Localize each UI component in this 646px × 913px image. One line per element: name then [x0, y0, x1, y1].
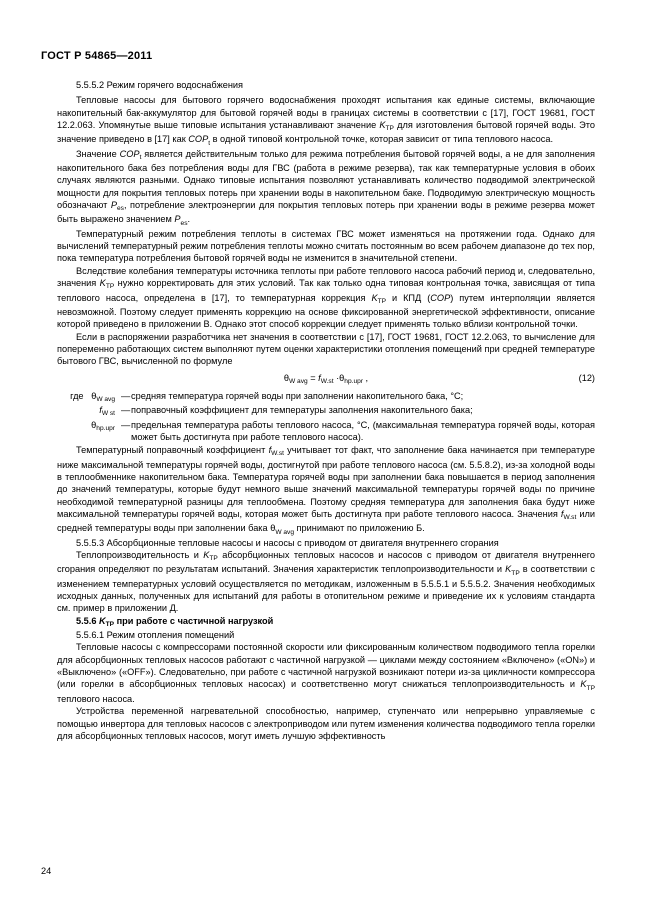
- definition-dash: —: [121, 419, 131, 430]
- section-heading-5-5-6: 5.5.6 $K_{ТР}$ при работе с частичной нагрузкой: [76, 615, 274, 628]
- definition-term-3: $\theta_{hp.upr}$: [91, 419, 115, 432]
- paragraph-2: Значение $COP_t$ является действительным только для режима потребления бытовой горячей воды, а не для заполнения накопительного бака без потребления воды для ГВС (работа в режиме резерва), так как температурные условия в обоих случаях являются разными. Однако типовые испытания позволяют устанавливать количество подводимой электрической мощности для покрытия тепловых потерь при хранении воды в накопительном баке. Подводимую электрическую мощность обозначают $P_{es}$, потребление электроэнергии для покрытия тепловых потерь при хранении воды в режиме резерва может быть выражено значением $P_{es}$.: [57, 148, 596, 227]
- paragraph-8: Тепловые насосы с компрессорами постоянной скорости или фиксированным количеством подводимого тепла горелки для абсорбционных тепловых насосов работают с частичной нагрузкой — циклами между состоянием «Включено» («ON») и «Выключено» («OFF»). Следовательно, при работе с частичной нагрузкой возникают потери из-за цикличности компрессора (или горелки в абсорбционных тепловых насосах) и соответственно могут снижаться теплопроизводительность и $K_{ТР}$ теплового насоса.: [57, 642, 595, 704]
- section-heading-5-5-5-2: 5.5.5.2 Режим горячего водоснабжения: [76, 80, 244, 90]
- paragraph-9: Устройства переменной нагревательной способностью, например, ступенчато или непрерывно управляемые с помощью инвертора для тепловых насосов с электроприводом или путем изменения количества подводимого тепла горелки для абсорбционных тепловых насосов, могут иметь лучшую эффективность: [57, 706, 595, 741]
- definition-row-3: [57, 419, 595, 444]
- paragraph-1: Тепловые насосы для бытового горячего водоснабжения проходят испытания как единые системы, включающие накопительный бак-аккумулятор для бытовой горячей воды в границах системы в соответствии с [17], ГОСТ 19681, ГОСТ 12.2.063. Упомянутые выше типовые испытания устанавливают значение $K_{ТР}$ для изготовления бытовой горячей воды. Это значение приведено в [17] как $COP_t$ в одной типовой контрольной точке, которая зависит от типа теплового насоса.: [57, 95, 595, 147]
- definition-list: [57, 390, 595, 443]
- definition-row-2: [57, 404, 595, 418]
- definition-desc-1: средняя температура горячей воды при заполнении накопительного бака, °С;: [131, 390, 464, 401]
- definition-dash: —: [121, 390, 131, 401]
- section-heading-5-5-5-3: 5.5.5.3 Абсорбционные тепловые насосы и насосы с приводом от двигателя внутреннего сгорания: [76, 537, 499, 548]
- where-label: где $\theta_{W avg}$: [70, 390, 115, 404]
- definition-desc-3: предельная температура работы теплового насоса, °С, (максимальная температура горячей воды, которая может быть достигнута при работе теплового насоса).: [131, 419, 595, 442]
- paragraph-5: Если в распоряжении разработчика нет значения в соответствии с [17], ГОСТ 19681, ГОСТ 12.2.063, то вычисление для попеременно работающих систем выполняют путем оценки характеристики отопления помещений при средней температуре бытового ГВС, вычисленной по формуле: [57, 331, 595, 367]
- formula-expression: $\theta_{W avg} = f_{W.st} \cdot\theta_{hp.upr}$ ,: [283, 372, 369, 385]
- formula-12: [57, 372, 595, 386]
- formula-number: (12): [578, 372, 595, 383]
- definition-term-2: $f_{W st}$: [99, 405, 115, 418]
- paragraph-3: Температурный режим потребления теплоты в системах ГВС может изменяться на протяжении года. Однако для вычислений температурный режим потребления теплоты можно считать постоянным во всем рабочем диапазоне до тех пор, пока температура потребления бытовой горячей воды не изменится в значительной степени.: [57, 228, 595, 264]
- page-number: 24: [41, 866, 52, 876]
- paragraph-4: Вследствие колебания температуры источника теплоты при работе теплового насоса рабочий период и, следовательно, значения $K_{ТР}$ нужно корректировать для этих условий. Так как только одна типовая контрольная точка, зависящая от типа теплового насоса, определена в [17], то температурная коррекция $K_{ТР}$ и КПД (COP) путем интерполяции является невозможной. Поэтому следует применять коррекцию на основе фиксированной энергетической эффективности, описание которой приведено в приложении В. Однако этот способ коррекции следует применять только вблизи контрольной точки.: [57, 265, 596, 330]
- definition-desc-2: поправочный коэффициент для температуры заполнения накопительного бака;: [131, 405, 473, 416]
- definition-dash: —: [121, 405, 131, 416]
- paragraph-6: Температурный поправочный коэффициент $f_{W.st}$ учитывает тот факт, что заполнение бака начинается при температуре ниже максимальной температуры горячей воды, достигнутой при работе теплового насоса (см. 5.5.8.2), из-за холодной воды в теплообменнике накопительном бака. Температура горячей воды при заполнении бака повышается в период заполнения до значений температуры, которые будут немного выше значений максимальной температуры горячей воды по причине необходимой температурной разницы для теплообмена. Поэтому средняя температура для заполнения бака будут ниже максимальной температуры горячей воды, которая может быть достигнута при работе теплового насоса. Значения $f_{W.st}$ или средней температуры воды при заполнении бака $\theta_{W avg}$ принимают по приложению Б.: [57, 445, 595, 536]
- paragraph-7: Теплопроизводительность и $K_{ТР}$ абсорбционных тепловых насосов и насосов с приводом от двигателя внутреннего сгорания определяют по результатам испытаний. Значения характеристик теплопроизводительности и $K_{ТР}$ в соответствии с изменением температурных условий осуществляется по методикам, изложенным в 5.5.5.1 и 5.5.5.2. Значения необходимых исходных данных, полученных для испытаний для работы в отопительном режиме и приведение их к условиям стандарта см. пример в приложении Д.: [57, 550, 595, 614]
- document-header: ГОСТ Р 54865—2011: [41, 50, 153, 62]
- section-heading-5-5-6-1: 5.5.6.1 Режим отопления помещений: [76, 630, 235, 641]
- definition-row-1: [57, 390, 595, 404]
- document-content: [57, 78, 595, 742]
